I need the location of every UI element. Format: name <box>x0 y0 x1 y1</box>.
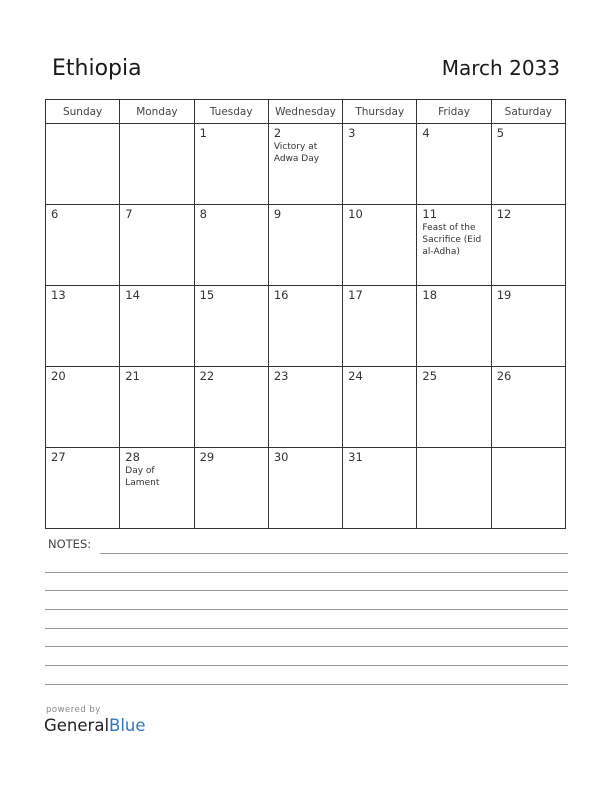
day-number: 20 <box>51 369 66 383</box>
day-cell <box>491 286 565 367</box>
day-cell <box>268 205 342 286</box>
day-number: 31 <box>348 450 363 464</box>
note-line <box>45 590 568 591</box>
day-number: 19 <box>496 288 512 302</box>
day-number: 1 <box>199 126 207 140</box>
week-row <box>46 367 566 448</box>
week-row <box>46 124 566 205</box>
holiday-label: Feast of the Sacrifice (Eid al-Adha) <box>422 223 482 257</box>
day-number: 26 <box>496 369 512 383</box>
day-number: 3 <box>348 126 356 140</box>
day-cell <box>343 286 417 367</box>
day-cell <box>491 124 565 205</box>
weekday-saturday: Saturday <box>491 100 565 124</box>
country-title: Ethiopia <box>52 56 142 81</box>
week-row <box>46 286 566 367</box>
day-cell <box>491 367 565 448</box>
day-number: 28 <box>125 450 140 464</box>
month-year-title: March 2033 <box>441 56 560 80</box>
day-cell <box>343 124 417 205</box>
day-number: 5 <box>496 126 505 140</box>
day-cell <box>194 124 268 205</box>
weekday-sunday: Sunday <box>46 100 120 124</box>
note-line <box>45 609 568 610</box>
weekday-header-row <box>46 100 566 124</box>
day-number: 27 <box>51 450 66 464</box>
day-cell <box>417 205 491 286</box>
day-cell <box>46 124 120 205</box>
day-number: 10 <box>348 207 363 221</box>
holiday-label: Victory at Adwa Day <box>273 142 320 164</box>
day-cell <box>268 448 342 529</box>
day-cell <box>120 205 194 286</box>
weekday-thursday: Thursday <box>343 100 417 124</box>
day-cell <box>343 448 417 529</box>
day-cell <box>120 124 194 205</box>
weekday-friday: Friday <box>417 100 491 124</box>
calendar-grid <box>45 99 566 529</box>
day-number: 4 <box>422 126 430 140</box>
day-cell <box>268 286 342 367</box>
day-cell <box>46 367 120 448</box>
day-number: 8 <box>199 207 207 221</box>
day-number: 16 <box>273 288 289 302</box>
powered-by-text: powered by <box>46 705 101 715</box>
day-number: 24 <box>348 369 363 383</box>
day-number: 6 <box>51 207 59 221</box>
day-number: 18 <box>422 288 438 302</box>
day-cell <box>120 448 194 529</box>
weekday-wednesday: Wednesday <box>268 100 342 124</box>
day-number: 30 <box>273 450 289 464</box>
weekday-tuesday: Tuesday <box>194 100 268 124</box>
day-cell <box>120 367 194 448</box>
day-number: 2 <box>273 126 282 140</box>
note-line <box>45 665 568 666</box>
day-number: 11 <box>422 207 438 221</box>
day-cell <box>417 367 491 448</box>
day-cell <box>46 205 120 286</box>
week-row <box>46 205 566 286</box>
day-cell <box>343 205 417 286</box>
day-cell <box>417 286 491 367</box>
note-line <box>45 646 568 647</box>
brand-blue-text: Blue <box>109 716 146 735</box>
day-cell <box>194 448 268 529</box>
notes-label: NOTES: <box>48 537 92 551</box>
day-number: 7 <box>125 207 133 221</box>
day-number: 13 <box>51 288 66 302</box>
generalblue-logo <box>44 716 146 735</box>
day-number: 22 <box>199 369 215 383</box>
note-line <box>45 572 568 573</box>
day-cell <box>46 448 120 529</box>
day-number: 23 <box>273 369 289 383</box>
brand-general-text: General <box>44 716 110 735</box>
week-row <box>46 448 566 529</box>
note-line <box>45 628 568 629</box>
day-number: 21 <box>125 369 140 383</box>
day-number: 12 <box>496 207 512 221</box>
day-cell <box>417 448 491 529</box>
day-cell <box>46 286 120 367</box>
day-number: 15 <box>199 288 215 302</box>
day-cell <box>194 205 268 286</box>
day-cell <box>268 124 342 205</box>
day-number: 29 <box>199 450 215 464</box>
day-cell <box>343 367 417 448</box>
note-line <box>100 553 568 554</box>
day-cell <box>268 367 342 448</box>
day-number: 14 <box>125 288 140 302</box>
day-cell <box>491 448 565 529</box>
day-cell <box>491 205 565 286</box>
day-cell <box>194 367 268 448</box>
day-cell <box>120 286 194 367</box>
day-number: 25 <box>422 369 438 383</box>
day-number: 9 <box>273 207 282 221</box>
holiday-label: Day of Lament <box>125 466 160 488</box>
day-cell <box>417 124 491 205</box>
day-number: 17 <box>348 288 363 302</box>
weekday-monday: Monday <box>120 100 194 124</box>
note-line <box>45 684 568 685</box>
day-cell <box>194 286 268 367</box>
